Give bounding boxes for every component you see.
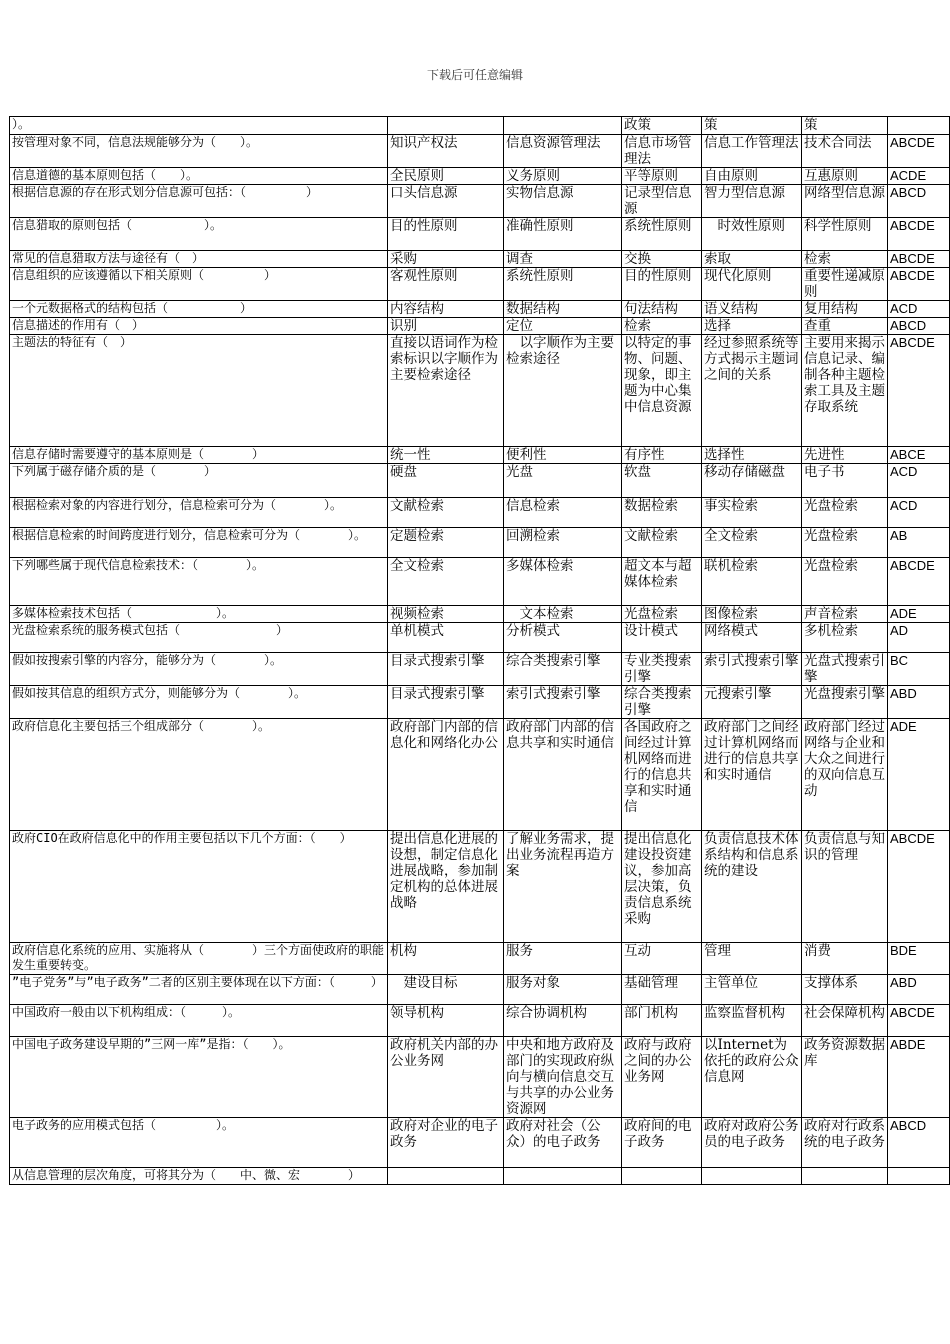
option-e-cell: 重要性递减原则	[802, 268, 888, 301]
question-cell: 根据信息检索的时间跨度进行划分，信息检索可分为（ ）。	[10, 528, 388, 558]
question-cell: 电子政务的应用模式包括（ ）。	[10, 1118, 388, 1168]
option-b-cell: 义务原则	[504, 168, 622, 185]
option-e-cell: 政府对行政系统的电子政务	[802, 1118, 888, 1168]
option-e-cell: 光盘式搜索引擎	[802, 653, 888, 686]
answer-cell: BC	[888, 653, 950, 686]
option-b-cell: 定位	[504, 318, 622, 335]
option-d-cell: 负责信息技术体系结构和信息系统的建设	[702, 831, 802, 943]
option-b-cell: 了解业务需求，提出业务流程再造方案	[504, 831, 622, 943]
option-a-cell: 政府对企业的电子政务	[388, 1118, 504, 1168]
option-e-cell: 检索	[802, 251, 888, 268]
option-c-cell: 政府间的电子政务	[622, 1118, 702, 1168]
option-b-cell: 索引式搜索引擎	[504, 686, 622, 719]
option-b-cell: 综合类搜索引擎	[504, 653, 622, 686]
answer-cell: BDE	[888, 943, 950, 975]
option-c-cell: 提出信息化建设投资建议，参加高层决策，负责信息系统采购	[622, 831, 702, 943]
option-b-cell: 信息资源管理法	[504, 135, 622, 168]
option-a-cell: 全文检索	[388, 558, 504, 606]
option-c-cell: 综合类搜索引擎	[622, 686, 702, 719]
table-row	[10, 251, 950, 268]
option-e-cell: 光盘检索	[802, 498, 888, 528]
table-row	[10, 335, 950, 447]
option-c-cell: 数据检索	[622, 498, 702, 528]
option-a-cell: 客观性原则	[388, 268, 504, 301]
option-a-cell: 采购	[388, 251, 504, 268]
table-row	[10, 719, 950, 831]
option-d-cell: 智力型信息源	[702, 185, 802, 218]
option-d-cell: 索取	[702, 251, 802, 268]
answer-cell: ABCDE	[888, 558, 950, 606]
option-a-cell: 目录式搜索引擎	[388, 686, 504, 719]
option-c-cell: 有序性	[622, 447, 702, 464]
option-a-cell: 直接以语词作为检索标识以字顺作为主要检索途径	[388, 335, 504, 447]
table-row	[10, 168, 950, 185]
option-e-cell: 先进性	[802, 447, 888, 464]
option-d-cell: 经过参照系统等方式揭示主题词之间的关系	[702, 335, 802, 447]
option-a-cell	[388, 1168, 504, 1185]
question-cell: 信息道德的基本原则包括（ ）。	[10, 168, 388, 185]
answer-cell: ABCDE	[888, 831, 950, 943]
option-d-cell: 元搜索引擎	[702, 686, 802, 719]
table-row	[10, 623, 950, 653]
option-e-cell: 政务资源数据库	[802, 1037, 888, 1118]
answer-cell: ACDE	[888, 168, 950, 185]
question-cell: 常见的信息猎取方法与途径有（ ）	[10, 251, 388, 268]
option-d-cell: 索引式搜索引擎	[702, 653, 802, 686]
option-e-cell	[802, 1168, 888, 1185]
question-cell: 假如按搜索引擎的内容分，能够分为（ ）。	[10, 653, 388, 686]
option-d-cell: 选择性	[702, 447, 802, 464]
table-row	[10, 218, 950, 251]
table-row	[10, 686, 950, 719]
option-c-cell: 以特定的事物、问题、现象，即主题为中心集中信息资源	[622, 335, 702, 447]
option-b-cell: 以字顺作为主要检索途径	[504, 335, 622, 447]
option-b-cell: 调查	[504, 251, 622, 268]
answer-cell: ACD	[888, 301, 950, 318]
option-a-cell: 政府机关内部的办公业务网	[388, 1037, 504, 1118]
option-a-cell: 机构	[388, 943, 504, 975]
option-c-cell: 文献检索	[622, 528, 702, 558]
option-b-cell: 服务对象	[504, 975, 622, 1005]
option-c-cell: 专业类搜索引擎	[622, 653, 702, 686]
option-d-cell: 移动存储磁盘	[702, 464, 802, 498]
option-c-cell: 句法结构	[622, 301, 702, 318]
option-a-cell: 目录式搜索引擎	[388, 653, 504, 686]
table-row	[10, 1037, 950, 1118]
option-d-cell: 网络模式	[702, 623, 802, 653]
option-e-cell: 社会保障机构	[802, 1005, 888, 1037]
answer-cell: ABCD	[888, 1118, 950, 1168]
answer-cell: ACD	[888, 464, 950, 498]
table-row	[10, 268, 950, 301]
option-d-cell	[702, 1168, 802, 1185]
option-b-cell: 政府部门内部的信息共享和实时通信	[504, 719, 622, 831]
option-c-cell: 系统性原则	[622, 218, 702, 251]
option-a-cell: 识别	[388, 318, 504, 335]
answer-cell: ABD	[888, 975, 950, 1005]
table-row	[10, 498, 950, 528]
question-cell: 多媒体检索技术包括（ ）。	[10, 606, 388, 623]
table-row	[10, 117, 950, 135]
option-c-cell: 基础管理	[622, 975, 702, 1005]
table-row	[10, 528, 950, 558]
option-d-cell: 时效性原则	[702, 218, 802, 251]
option-e-cell: 互惠原则	[802, 168, 888, 185]
option-c-cell: 光盘检索	[622, 606, 702, 623]
table-row	[10, 185, 950, 218]
option-b-cell: 文本检索	[504, 606, 622, 623]
question-cell: 根据信息源的存在形式划分信息源可包括：（ ）	[10, 185, 388, 218]
table-row	[10, 975, 950, 1005]
option-d-cell: 现代化原则	[702, 268, 802, 301]
option-d-cell: 政府部门之间经过计算机网络而进行的信息共享和实时通信	[702, 719, 802, 831]
option-d-cell: 自由原则	[702, 168, 802, 185]
option-b-cell: 系统性原则	[504, 268, 622, 301]
question-cell: 下列哪些属于现代信息检索技术：（ ）。	[10, 558, 388, 606]
answer-cell: ABCDE	[888, 1005, 950, 1037]
question-cell: 信息组织的应该遵循以下相关原则（ ）	[10, 268, 388, 301]
question-cell: 光盘检索系统的服务模式包括（ ）	[10, 623, 388, 653]
option-b-cell: 数据结构	[504, 301, 622, 318]
option-c-cell: 各国政府之间经过计算机网络而进行的信息共享和实时通信	[622, 719, 702, 831]
option-b-cell	[504, 117, 622, 135]
option-e-cell: 消费	[802, 943, 888, 975]
option-e-cell: 网络型信息源	[802, 185, 888, 218]
option-b-cell: 中央和地方政府及部门的实现政府纵向与横向信息交互与共享的办公业务资源网	[504, 1037, 622, 1118]
option-a-cell: 全民原则	[388, 168, 504, 185]
option-c-cell: 政策	[622, 117, 702, 135]
question-cell: 信息存储时需要遵守的基本原则是（ ）	[10, 447, 388, 464]
option-a-cell: 目的性原则	[388, 218, 504, 251]
option-e-cell: 负责信息与知识的管理	[802, 831, 888, 943]
question-cell: 下列属于磁存储介质的是（ ）	[10, 464, 388, 498]
table-row	[10, 831, 950, 943]
answer-cell: ABCE	[888, 447, 950, 464]
option-d-cell: 联机检索	[702, 558, 802, 606]
option-d-cell: 信息工作管理法	[702, 135, 802, 168]
table-row	[10, 558, 950, 606]
answer-cell: ACD	[888, 498, 950, 528]
table-row	[10, 606, 950, 623]
option-e-cell: 光盘检索	[802, 528, 888, 558]
answer-cell: ABCDE	[888, 135, 950, 168]
table-row	[10, 943, 950, 975]
option-b-cell: 实物信息源	[504, 185, 622, 218]
question-cell: 政府CIO在政府信息化中的作用主要包括以下几个方面：（ ）	[10, 831, 388, 943]
option-d-cell: 图像检索	[702, 606, 802, 623]
option-c-cell: 信息市场管理法	[622, 135, 702, 168]
answer-cell: AD	[888, 623, 950, 653]
question-cell: 根据检索对象的内容进行划分，信息检索可分为（ ）。	[10, 498, 388, 528]
option-b-cell: 服务	[504, 943, 622, 975]
option-c-cell: 目的性原则	[622, 268, 702, 301]
option-a-cell: 文献检索	[388, 498, 504, 528]
table-row	[10, 447, 950, 464]
option-e-cell: 主要用来揭示信息记录、编制各种主题检索工具及主题存取系统	[802, 335, 888, 447]
option-d-cell: 监察监督机构	[702, 1005, 802, 1037]
option-b-cell	[504, 1168, 622, 1185]
option-e-cell: 查重	[802, 318, 888, 335]
question-cell: 按管理对象不同，信息法规能够分为（ ）。	[10, 135, 388, 168]
answer-cell: ABCDE	[888, 218, 950, 251]
option-e-cell: 光盘检索	[802, 558, 888, 606]
option-c-cell: 超文本与超媒体检索	[622, 558, 702, 606]
answer-cell: ADE	[888, 606, 950, 623]
option-b-cell: 分析模式	[504, 623, 622, 653]
answer-cell: ABD	[888, 686, 950, 719]
option-a-cell: 提出信息化进展的设想，制定信息化进展战略，参加制定机构的总体进展战略	[388, 831, 504, 943]
question-cell: 政府信息化系统的应用、实施将从（ ）三个方面使政府的职能发生重要转变。	[10, 943, 388, 975]
option-d-cell: 政府对政府公务员的电子政务	[702, 1118, 802, 1168]
option-e-cell: 声音检索	[802, 606, 888, 623]
table-row	[10, 1168, 950, 1185]
option-c-cell: 政府与政府之间的办公业务网	[622, 1037, 702, 1118]
option-e-cell: 技术合同法	[802, 135, 888, 168]
option-c-cell: 检索	[622, 318, 702, 335]
option-e-cell: 多机检索	[802, 623, 888, 653]
option-a-cell: 硬盘	[388, 464, 504, 498]
option-a-cell: 内容结构	[388, 301, 504, 318]
option-a-cell: 口头信息源	[388, 185, 504, 218]
option-c-cell: 互动	[622, 943, 702, 975]
option-a-cell: 知识产权法	[388, 135, 504, 168]
option-a-cell: 视频检索	[388, 606, 504, 623]
option-b-cell: 多媒体检索	[504, 558, 622, 606]
option-b-cell: 回溯检索	[504, 528, 622, 558]
option-b-cell: 光盘	[504, 464, 622, 498]
table-row	[10, 135, 950, 168]
page-header: 下载后可任意编辑	[426, 68, 523, 82]
option-d-cell: 选择	[702, 318, 802, 335]
option-d-cell: 管理	[702, 943, 802, 975]
option-c-cell: 记录型信息源	[622, 185, 702, 218]
option-a-cell	[388, 117, 504, 135]
option-a-cell: 统一性	[388, 447, 504, 464]
option-a-cell: 单机模式	[388, 623, 504, 653]
question-cell: 信息描述的作用有（ ）	[10, 318, 388, 335]
table-row	[10, 318, 950, 335]
answer-cell: AB	[888, 528, 950, 558]
option-b-cell: 准确性原则	[504, 218, 622, 251]
question-cell: 中国政府一般由以下机构组成：（ ）。	[10, 1005, 388, 1037]
answer-cell: ABCDE	[888, 335, 950, 447]
option-a-cell: 政府部门内部的信息化和网络化办公	[388, 719, 504, 831]
option-a-cell: 建设目标	[388, 975, 504, 1005]
option-c-cell: 软盘	[622, 464, 702, 498]
option-e-cell: 光盘搜索引擎	[802, 686, 888, 719]
option-e-cell: 复用结构	[802, 301, 888, 318]
question-cell: ”电子党务”与”电子政务”二者的区别主要体现在以下方面：（ ）	[10, 975, 388, 1005]
question-table	[9, 116, 950, 1185]
option-d-cell: 以Internet为依托的政府公众信息网	[702, 1037, 802, 1118]
answer-cell: ADE	[888, 719, 950, 831]
answer-cell	[888, 117, 950, 135]
table-row	[10, 1118, 950, 1168]
option-d-cell: 策	[702, 117, 802, 135]
option-a-cell: 定题检索	[388, 528, 504, 558]
answer-cell: ABCDE	[888, 251, 950, 268]
table-row	[10, 653, 950, 686]
table-row	[10, 464, 950, 498]
option-b-cell: 政府对社会（公众）的电子政务	[504, 1118, 622, 1168]
option-e-cell: 电子书	[802, 464, 888, 498]
option-d-cell: 语义结构	[702, 301, 802, 318]
option-e-cell: 策	[802, 117, 888, 135]
option-d-cell: 全文检索	[702, 528, 802, 558]
question-cell: 政府信息化主要包括三个组成部分（ ）。	[10, 719, 388, 831]
table-row	[10, 1005, 950, 1037]
question-cell: 一个元数据格式的结构包括（ ）	[10, 301, 388, 318]
answer-cell: ABCD	[888, 318, 950, 335]
question-cell: ）。	[10, 117, 388, 135]
option-c-cell: 交换	[622, 251, 702, 268]
option-d-cell: 事实检索	[702, 498, 802, 528]
option-e-cell: 科学性原则	[802, 218, 888, 251]
option-c-cell: 平等原则	[622, 168, 702, 185]
answer-cell: ABCDE	[888, 268, 950, 301]
option-b-cell: 信息检索	[504, 498, 622, 528]
option-a-cell: 领导机构	[388, 1005, 504, 1037]
option-c-cell	[622, 1168, 702, 1185]
option-c-cell: 设计模式	[622, 623, 702, 653]
table-row	[10, 301, 950, 318]
question-cell: 从信息管理的层次角度，可将其分为（ 中、微、宏 ）	[10, 1168, 388, 1185]
question-cell: 主题法的特征有（ ）	[10, 335, 388, 447]
option-e-cell: 政府部门经过网络与企业和大众之间进行的双向信息互动	[802, 719, 888, 831]
answer-cell: ABCD	[888, 185, 950, 218]
option-b-cell: 便利性	[504, 447, 622, 464]
answer-cell	[888, 1168, 950, 1185]
option-d-cell: 主管单位	[702, 975, 802, 1005]
option-c-cell: 部门机构	[622, 1005, 702, 1037]
question-cell: 假如按其信息的组织方式分，则能够分为（ ）。	[10, 686, 388, 719]
option-e-cell: 支撑体系	[802, 975, 888, 1005]
answer-cell: ABDE	[888, 1037, 950, 1118]
question-cell: 信息猎取的原则包括（ ）。	[10, 218, 388, 251]
question-cell: 中国电子政务建设早期的”三网一库”是指：（ ）。	[10, 1037, 388, 1118]
option-b-cell: 综合协调机构	[504, 1005, 622, 1037]
